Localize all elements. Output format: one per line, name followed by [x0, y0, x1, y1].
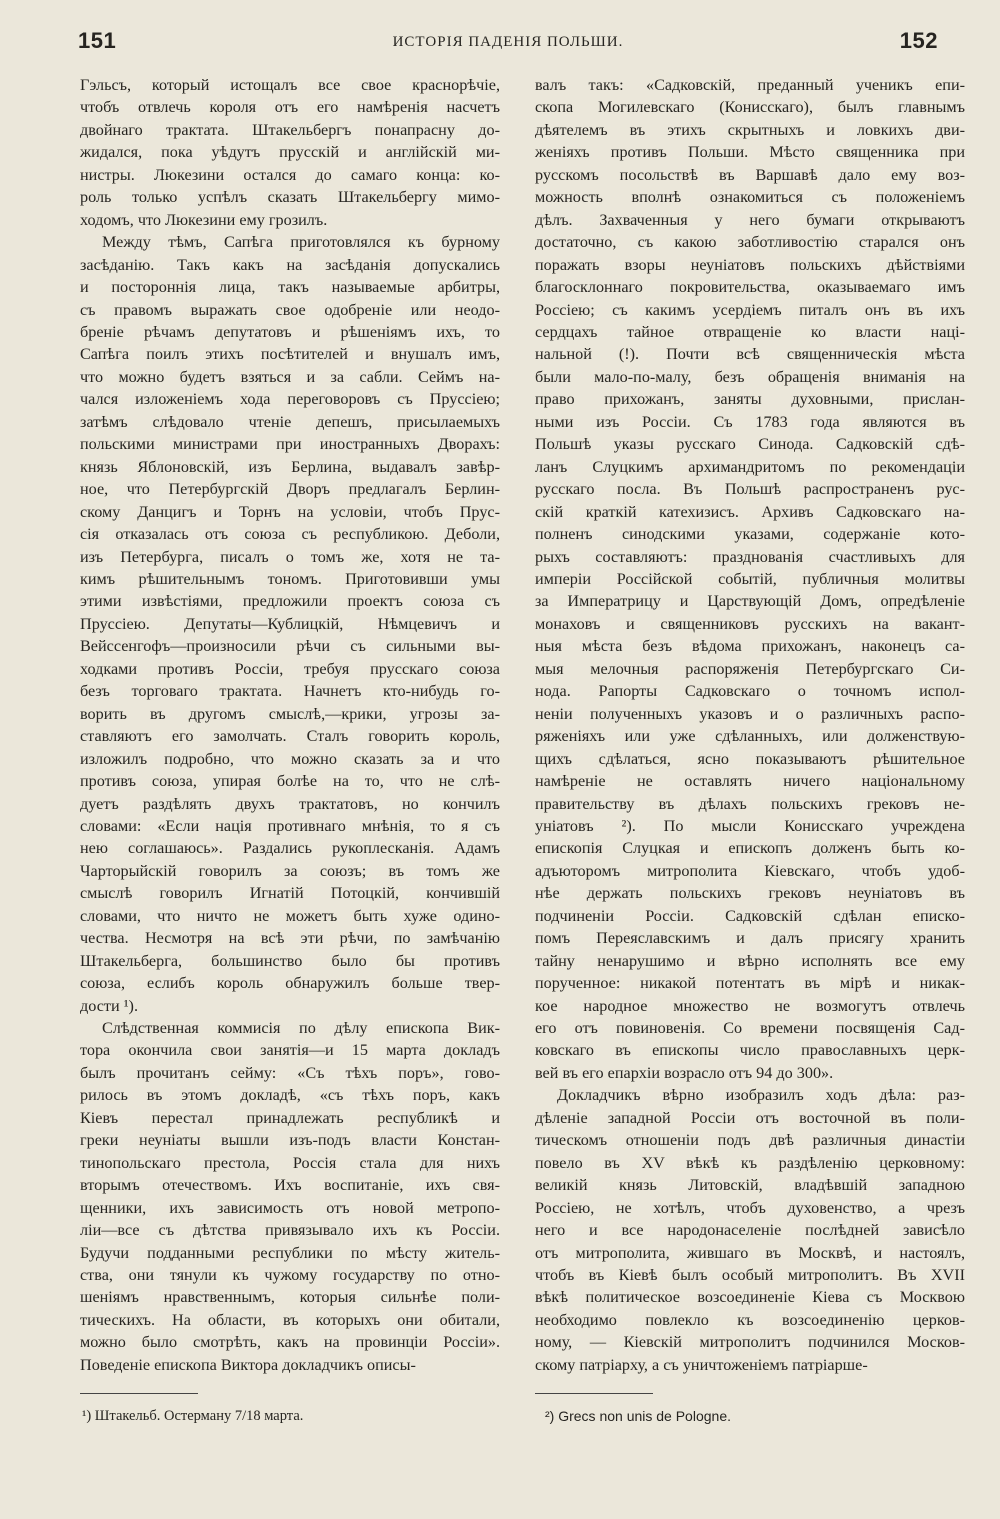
text-line: Чарторыйскій говорилъ за союзъ; въ томъ же — [80, 861, 500, 880]
text-line: были мало-по-малу, безъ обращенія вниманія на — [535, 367, 965, 386]
text-line: ныя мѣста безъ вѣдома прихожанъ, наконецъ са- — [535, 637, 965, 656]
text-line: благосклоннаго покровительства, оказываемаго имъ — [535, 278, 965, 297]
text-line: можность вполнѣ ознакомиться съ положеніемъ — [535, 188, 965, 207]
right-footnote-divider — [535, 1393, 653, 1394]
text-line: Гэльсъ, который истощалъ все свое краснорѣчіе, — [80, 76, 500, 94]
text-line: женіяхъ противъ Польши. Мѣсто священника при — [535, 143, 965, 162]
left-text-column — [80, 74, 500, 1376]
text-line: ліи—все съ дѣтства привязывало ихъ къ Россіи. — [80, 1221, 500, 1240]
left-footnote-divider — [80, 1393, 198, 1394]
text-line: рыхъ составляютъ: празднованія счастливыхъ для — [535, 547, 965, 566]
text-line: словами: «Если нація противнаго мнѣнія, то я съ — [80, 816, 500, 835]
text-line: нода. Рапорты Садковскаго о точномъ испол- — [535, 682, 965, 701]
page-header — [78, 28, 938, 64]
text-line: Пруссіею. Депутаты—Кублицкій, Нѣмцевичъ и — [80, 614, 500, 633]
text-line: щихъ сдѣлаться, ясно показываютъ рѣшительное — [535, 749, 965, 768]
right-page-number: 152 — [899, 28, 938, 53]
text-line: Кіевъ перестал принадлежать республикѣ и — [80, 1108, 500, 1127]
text-line: тинопольскаго престола, Россія стала для нихъ — [80, 1153, 500, 1172]
text-line: смыслѣ говорилъ Игнатій Потоцкій, кончившій — [80, 884, 500, 903]
text-line: Сапѣга поилъ этихъ посѣтителей и внушалъ имъ, — [80, 345, 500, 364]
text-line: монаховъ и священниковъ русскихъ на вакант- — [535, 614, 965, 633]
text-line: затѣмъ слѣдовало чтеніе депешъ, присылаемыхъ — [80, 412, 500, 431]
text-line: дѣленіе западной Россіи отъ восточной въ поли- — [535, 1108, 965, 1127]
text-line: князь Яблоновскій, изъ Берлина, выдавалъ завѣр- — [80, 457, 500, 476]
text-line: поражать взоры неуніатовъ польскихъ дѣйствіями — [535, 255, 965, 274]
text-line: этими извѣстіями, предложили проектъ союза съ — [80, 592, 500, 611]
text-line: русскаго посла. Въ Польшѣ распространенъ рус- — [535, 480, 965, 499]
text-line: Будучи подданными республики по мѣсту житель- — [80, 1243, 500, 1262]
text-line: дуетъ раздѣлять двухъ трактатовъ, но кончилъ — [80, 794, 500, 813]
text-line: союза, еслибъ король обнаружилъ больше твер- — [80, 974, 500, 993]
text-line: сія отказалась отъ союза съ республикою. Деболи, — [80, 525, 500, 544]
text-line: повело въ XV вѣкѣ къ раздѣленію церковному: — [535, 1153, 965, 1172]
text-line: щенники, ихъ зависимость отъ новой метропо- — [80, 1198, 500, 1217]
text-line: изъ Петербурга, писалъ о томъ же, хотя не та- — [80, 547, 500, 566]
text-line: уніатовъ ²). По мысли Конисскаго учреждена — [535, 816, 965, 835]
text-line: тическомъ отношеніи подъ двѣ различныя династіи — [535, 1131, 965, 1150]
text-line: жидался, пока уѣдутъ прусскій и англійскій ми- — [80, 143, 500, 162]
text-line: правительству въ дѣлахъ польскихъ грековъ не- — [535, 794, 965, 813]
text-line: безъ торговаго трактата. Начнетъ кто-нибудь го- — [80, 682, 500, 701]
text-line: и постороннія лица, такъ называемые арбитры, — [80, 278, 500, 297]
text-line: полненъ синодскими указами, содержаніе кото- — [535, 525, 965, 544]
text-line: епископія Слуцкая и епископъ долженъ быть ко- — [535, 839, 965, 858]
text-line: Россіею, не хотѣлъ, чтобъ духовенство, а чрезъ — [535, 1198, 965, 1217]
text-line: тическихъ. На области, въ которыхъ они обитали, — [80, 1310, 500, 1329]
text-line: вторымъ отечествомъ. Ихъ воспитаніе, ихъ свя- — [80, 1176, 500, 1195]
left-footnote: ¹) Штакельб. Остерману 7/18 марта. — [82, 1408, 304, 1424]
text-line: Поведеніе епископа Виктора докладчикъ описы- — [80, 1355, 416, 1374]
text-line: ковскаго въ епископы число православныхъ церк- — [535, 1041, 965, 1060]
text-line: чтобъ въ Кіевѣ былъ особый митрополитъ. Въ XVII — [535, 1266, 965, 1285]
text-line: что можно будетъ взяться и за сабли. Сеймъ на- — [80, 367, 500, 386]
text-line: скій краткій катехизисъ. Архивъ Садковскаго на- — [535, 502, 965, 521]
text-line: кимъ рѣшительнымъ тономъ. Приготовивши умы — [80, 569, 500, 588]
text-line: ставляютъ его замолчать. Сталъ говорить король, — [80, 727, 500, 746]
text-line: сердцахъ тайное отвращеніе ко власти наці- — [535, 322, 965, 341]
text-line: помъ Переяславскимъ и далъ присягу хранить — [535, 929, 965, 948]
text-line: кое народное множество не возмогутъ отвлечь — [535, 996, 965, 1015]
text-line: необходимо повлекло къ возсоединенію церков- — [535, 1310, 965, 1329]
text-line: достаточно, съ какою заботливостію старался онъ — [535, 233, 965, 252]
text-line: за Императрицу и Царствующій Домъ, опредѣленіе — [535, 592, 965, 611]
text-line: шеніямъ нравственнымъ, которыя сильнѣе поли- — [80, 1288, 500, 1307]
text-line: нею соглашаюсь». Раздались рукоплесканія. Адамъ — [80, 839, 500, 858]
text-line: чества. Несмотря на всѣ эти рѣчи, по замѣчанію — [80, 929, 500, 948]
text-line: можно было смотрѣть, какъ на провинціи Россіи». — [80, 1333, 500, 1352]
text-line: ланъ Слуцкимъ архимандритомъ по рекомендаціи — [535, 457, 965, 476]
text-line: двойнаго трактата. Штакельбергъ понапрасну до- — [80, 120, 500, 139]
text-line: скому патріарху, а съ уничтоженіемъ патріарше- — [535, 1355, 868, 1374]
text-line: рилось въ этомъ докладѣ, «съ тѣхъ поръ, какъ — [80, 1086, 500, 1105]
text-line: греки неуніаты вышли изъ-подъ власти Констан- — [80, 1131, 500, 1150]
text-line: мыя мелочныя распоряженія Петербургскаго Си- — [535, 659, 965, 678]
text-line: польскими министрами при иностранныхъ Дворахъ: — [80, 435, 500, 454]
text-line: ными изъ Россіи. Съ 1783 года являются въ — [535, 412, 965, 431]
text-line: чтобъ отвлечь короля отъ его намѣренія насчетъ — [80, 98, 500, 117]
text-line: право прихожанъ, заняты духовными, прислан- — [535, 390, 965, 409]
text-line: Россіею; съ какимъ усердіемъ питалъ онъ въ ихъ — [535, 300, 965, 319]
text-line: Между тѣмъ, Сапѣга приготовлялся къ бурному — [102, 233, 500, 252]
text-line: Штакельберга, большинство было бы противъ — [80, 951, 500, 970]
text-line: отъ митрополита, жившаго въ Москвѣ, и настоялъ, — [535, 1243, 965, 1262]
text-line: скому Данцигъ и Торнъ на условіи, чтобъ Прус- — [80, 502, 500, 521]
text-line: тайну ненарушимо и вѣрно исполнять все ему — [535, 951, 965, 970]
text-line: скопа Могилевскаго (Конисскаго), былъ главнымъ — [535, 98, 965, 117]
text-line: словами, что ничто не можетъ быть хуже одино- — [80, 906, 500, 925]
running-title: ИСТОРІЯ ПАДЕНІЯ ПОЛЬШИ. — [392, 34, 624, 50]
text-line: дости ¹). — [80, 996, 138, 1015]
right-text-column — [535, 74, 965, 1376]
text-line: роль только успѣлъ сказать Штакельбергу мимо- — [80, 188, 500, 207]
text-line: русскомъ посольствѣ въ Варшавѣ дало ему воз- — [535, 165, 965, 184]
text-line: валъ такъ: «Садковскій, преданный ученикъ епи- — [535, 76, 965, 94]
text-line: Польшѣ указы русскаго Синода. Садковскій сдѣ- — [535, 435, 965, 454]
text-line: вѣкѣ политическое возсоединеніе Кіева съ Москвою — [535, 1288, 965, 1307]
text-line: подчиненіи Россіи. Садковскій сдѣлан еписко- — [535, 906, 965, 925]
text-line: ное, что Петербургскій Дворъ предлагалъ Берлин- — [80, 480, 500, 499]
text-line: намѣреніе не оставлять ничего національному — [535, 772, 965, 791]
right-footnote: ²) Grecs non unis de Pologne. — [545, 1408, 731, 1424]
text-line: неніи полученныхъ указовъ и о различныхъ распо- — [535, 704, 965, 723]
left-page-number: 151 — [78, 28, 117, 53]
text-line: имперіи Россійской событій, публичныя молитвы — [535, 569, 965, 588]
text-line: нѣе держать польскихъ грековъ неуніатовъ въ — [535, 884, 965, 903]
text-line: дѣлъ. Захваченныя у него бумаги открываютъ — [535, 210, 965, 229]
text-line: тора окончила свои занятія—и 15 марта докладъ — [80, 1041, 500, 1060]
text-line: противъ союза, упирая болѣе на то, что не слѣ- — [80, 772, 500, 791]
text-line: засѣданію. Такъ какъ на засѣданія допускались — [80, 255, 500, 274]
text-line: чался изложеніемъ хода переговоровъ съ Пруссіею; — [80, 390, 500, 409]
text-line: вей въ его епархіи возрасло отъ 94 до 300». — [535, 1063, 834, 1082]
text-line: Вейссенгофъ—произносили рѣчи съ сильными вы- — [80, 637, 500, 656]
text-line: Докладчикъ вѣрно изобразилъ ходъ дѣла: раз- — [557, 1086, 965, 1105]
text-line: Слѣдственная коммисія по дѣлу епископа Вик- — [102, 1019, 500, 1038]
text-line: ства, они тянули къ чужому государству по отно- — [80, 1266, 500, 1285]
text-line: бреніе рѣчамъ депутатовъ и рѣшеніямъ ихъ, то — [80, 322, 500, 341]
text-line: ворить въ другомъ смыслѣ,—крики, угрозы за- — [80, 704, 500, 723]
text-line: съ правомъ выражать свое одобреніе или неодо- — [80, 300, 500, 319]
text-line: ряженіяхъ или уже сдѣланныхъ, или долженствую- — [535, 727, 965, 746]
text-line: дѣятелемъ въ этихъ скрытныхъ и ловкихъ дви- — [535, 120, 965, 139]
text-line: великій князь Литовскій, владѣвшій западною — [535, 1176, 965, 1195]
text-line: него и все народонаселеніе послѣдней зависѣло — [535, 1221, 965, 1240]
text-line: былъ прочитанъ сейму: «Съ тѣхъ поръ», гово- — [80, 1063, 500, 1082]
text-line: его отъ повиновенія. Со времени посвященія Сад- — [535, 1019, 965, 1038]
text-line: ному, — Кіевскій митрополитъ подчинился Москов- — [535, 1333, 965, 1352]
text-line: нальной (!). Почти всѣ священническія мѣста — [535, 345, 965, 364]
text-line: ходками противъ Россіи, требуя прусскаго союза — [80, 659, 500, 678]
text-line: адъюторомъ митрополита Кіевскаго, чтобъ удоб- — [535, 861, 965, 880]
text-line: ходомъ, что Люкезини ему грозилъ. — [80, 210, 328, 229]
text-line: изложилъ подробно, что можно сказать за и что — [80, 749, 500, 768]
text-line: порученное: никакой потентатъ въ мірѣ и никак- — [535, 974, 965, 993]
text-line: нистры. Люкезини остался до самаго конца: ко- — [80, 165, 500, 184]
